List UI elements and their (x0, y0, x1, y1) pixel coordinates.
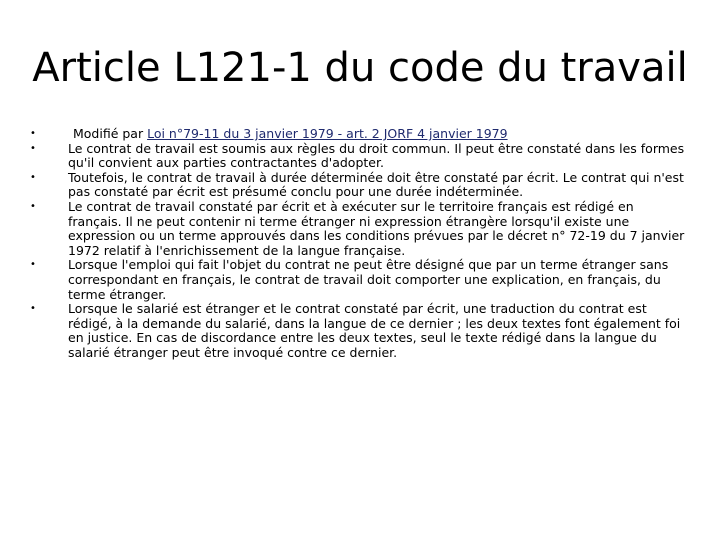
bullet-dot-icon: • (30, 303, 36, 315)
bullet-dot-icon: • (30, 200, 36, 212)
bullet-item-terme-etranger (28, 258, 690, 302)
bullet-text: Lorsque l'emploi qui fait l'objet du contrat ne peut être désigné que par un terme étranger sans correspondant en français, le contrat de travail doit comporter une explication, en français, du terme étranger. (68, 257, 669, 302)
bullet-dot-icon: • (30, 259, 36, 271)
bullet-item-droit-commun (28, 142, 690, 171)
law-reference-link[interactable]: Loi n°79-11 du 3 janvier 1979 - art. 2 JORF 4 janvier 1979 (147, 126, 508, 141)
slide-title: Article L121-1 du code du travail (32, 45, 688, 91)
bullet-item-modification (28, 127, 690, 142)
bullet-text: Le contrat de travail est soumis aux règles du droit commun. Il peut être constaté dans les formes qu'il convient aux parties contractantes d'adopter. (68, 140, 685, 171)
modification-prefix: Modifié par (73, 126, 148, 141)
bullet-text: Toutefois, le contrat de travail à durée déterminée doit être constaté par écrit. Le contrat qui n'est pas constaté par écrit est présumé conclu pour une durée indéterminée. (68, 169, 684, 200)
bullet-list (28, 127, 690, 361)
bullet-dot-icon: • (30, 171, 36, 183)
bullet-item-langue-francaise (28, 200, 690, 258)
bullet-dot-icon: • (30, 142, 36, 154)
bullet-text: Le contrat de travail constaté par écrit et à exécuter sur le territoire français est rédigé en français. Il ne peut contenir ni terme étranger ni expression étrangère lorsqu'il existe une expression ou un terme approuvés dans les conditions prévues par le décret n° 72-19 du 7 janvier 1972 relatif à l'enrichissement de la langue française. (68, 198, 685, 258)
bullet-item-duree-determinee (28, 171, 690, 200)
bullet-item-salarie-etranger (28, 302, 690, 360)
bullet-text: Lorsque le salarié est étranger et le contrat constaté par écrit, une traduction du contrat est rédigé, à la demande du salarié, dans la langue de ce dernier ; les deux textes font également foi en justice. En cas de discordance entre les deux textes, seul le texte rédigé dans la langue du salarié étranger peut être invoqué contre ce dernier. (68, 301, 681, 360)
bullet-dot-icon: • (30, 128, 36, 139)
